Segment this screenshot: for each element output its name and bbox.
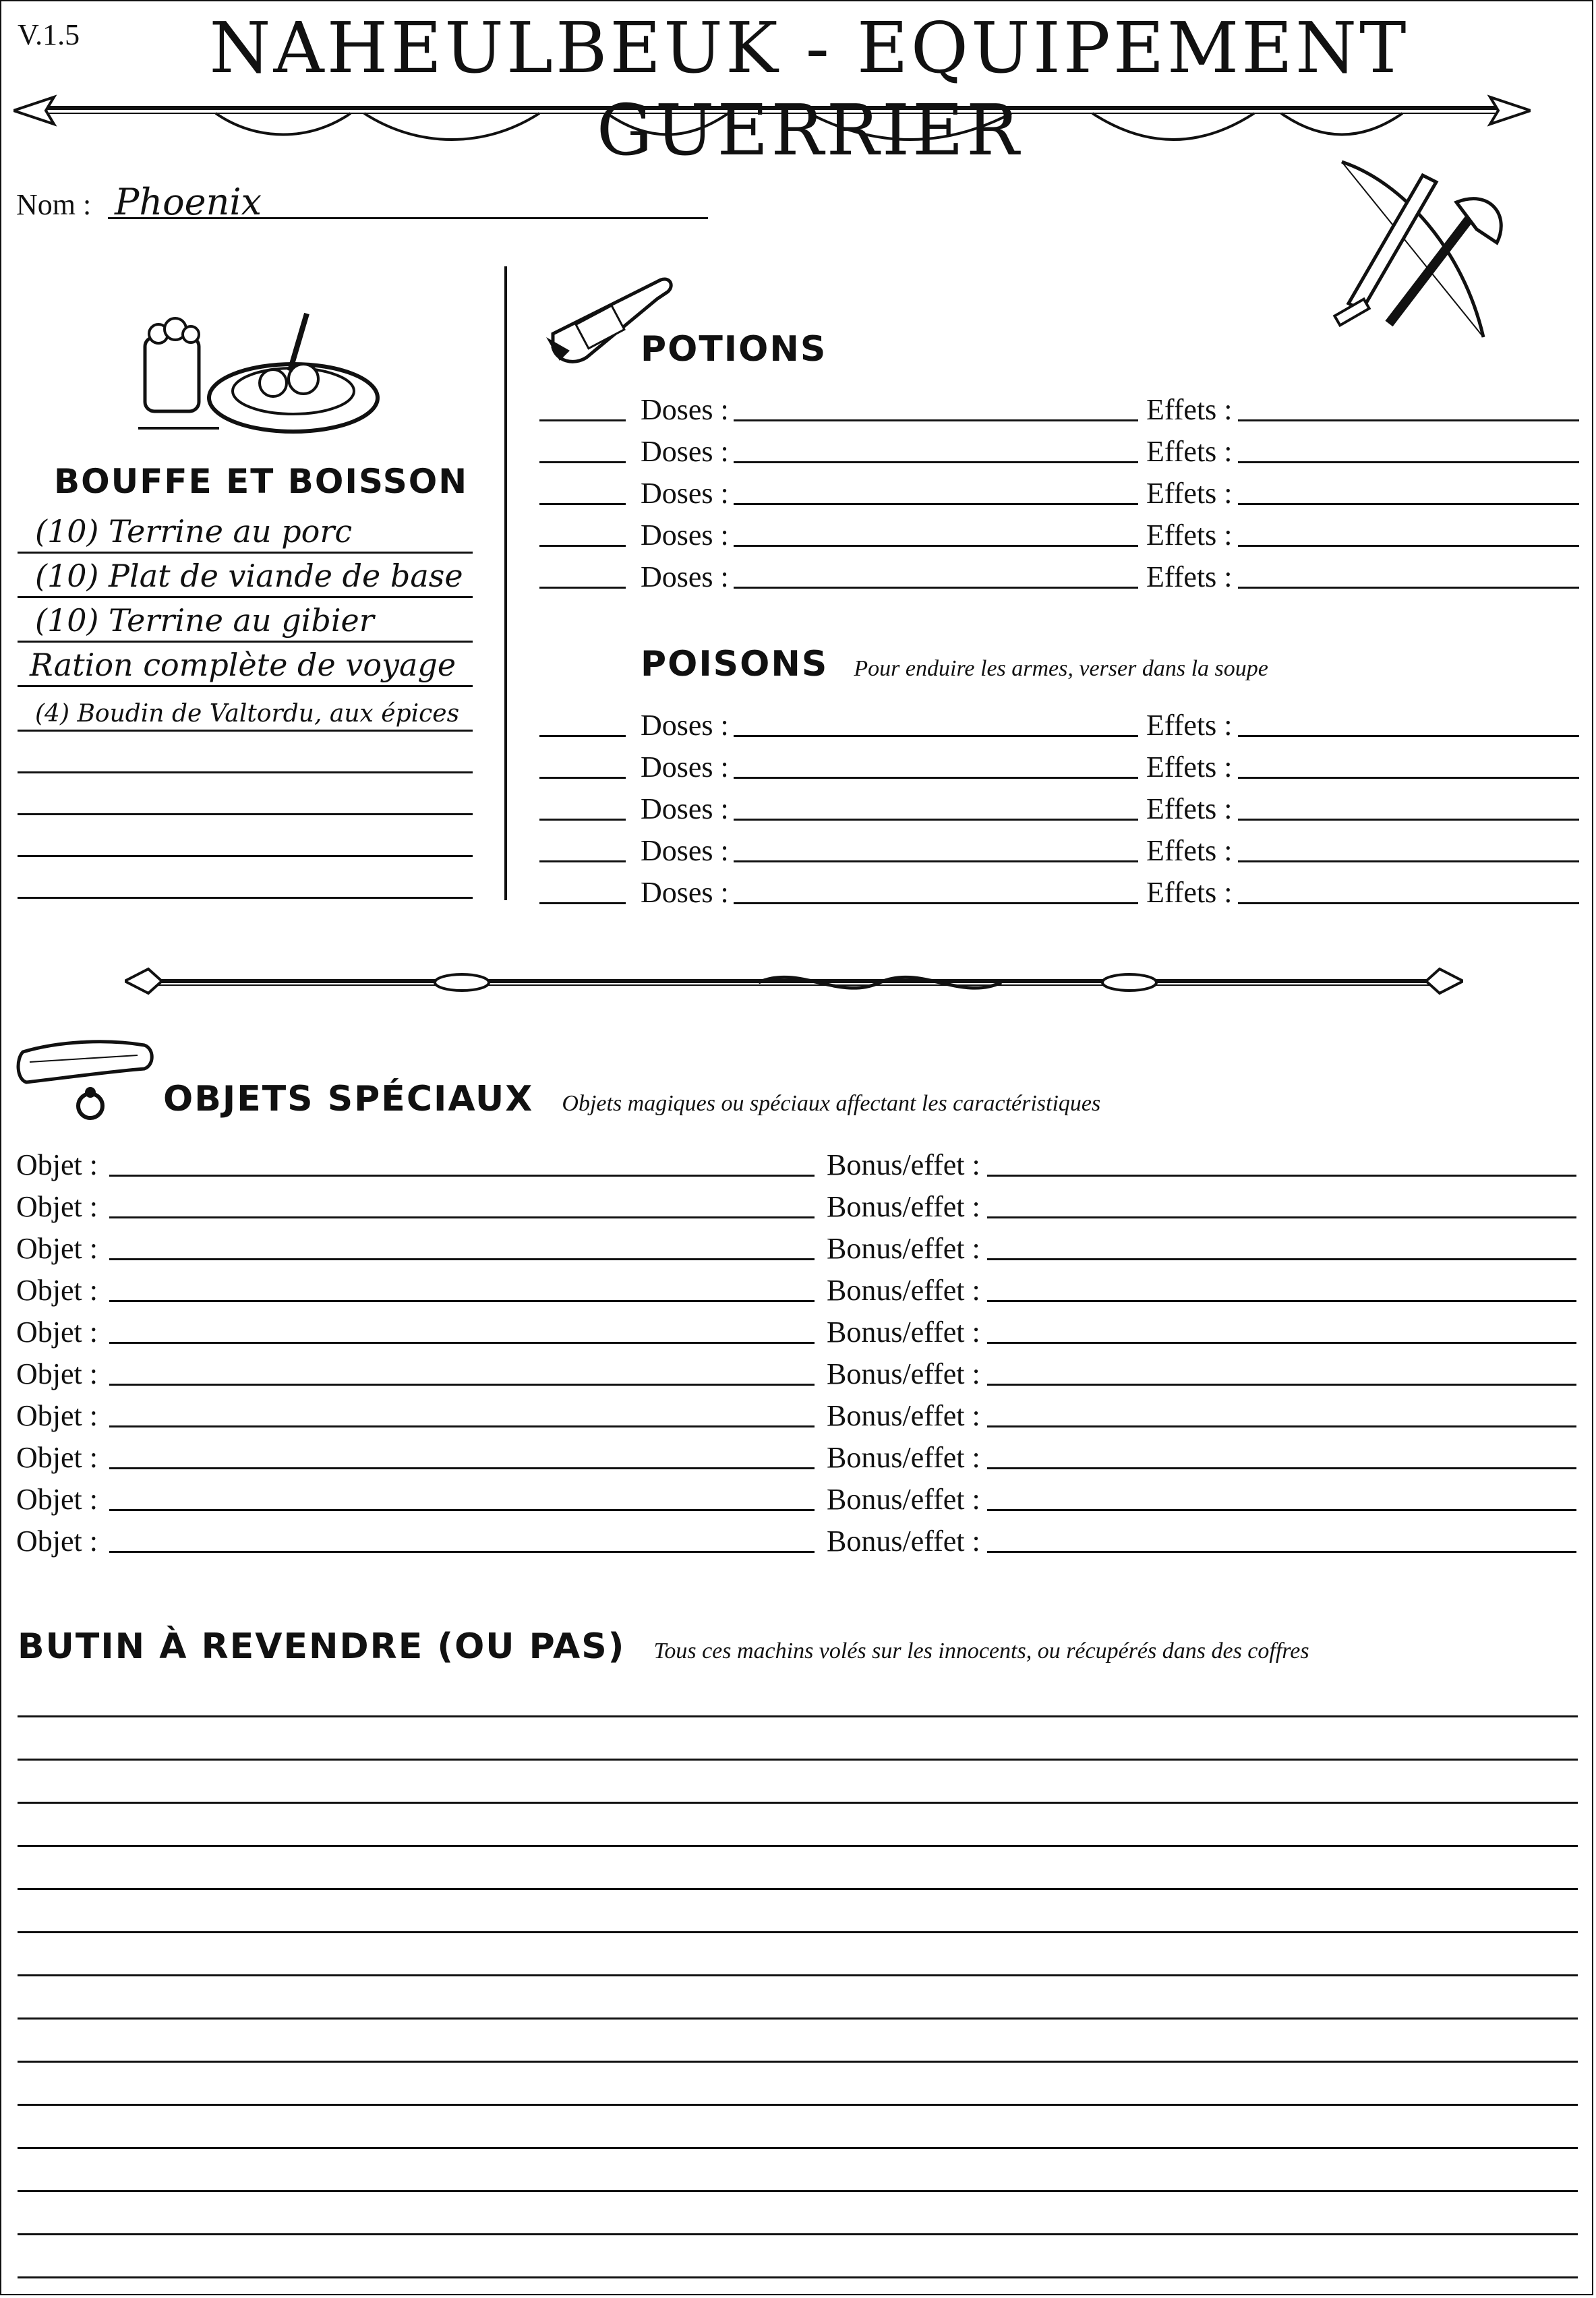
- column-divider: [504, 266, 507, 900]
- objet-label: Objet :: [16, 1190, 98, 1223]
- doses-line[interactable]: [734, 503, 1138, 505]
- objet-label: Objet :: [16, 1357, 98, 1390]
- bonus-label: Bonus/effet :: [827, 1190, 980, 1223]
- objet-line[interactable]: [109, 1175, 815, 1177]
- bonus-label: Bonus/effet :: [827, 1316, 980, 1349]
- doses-label: Doses :: [641, 792, 729, 825]
- potions-heading: POTIONS: [641, 329, 827, 370]
- doses-label: Doses :: [641, 834, 729, 867]
- food-line[interactable]: [18, 855, 473, 857]
- scroll-ring-icon: [16, 1032, 158, 1126]
- doses-label: Doses :: [641, 709, 729, 742]
- version-label: V.1.5: [18, 18, 80, 51]
- dose-count-line[interactable]: [539, 777, 626, 779]
- food-item[interactable]: (4) Boudin de Valtordu, aux épices: [35, 700, 460, 728]
- objet-label: Objet :: [16, 1274, 98, 1307]
- loot-heading: [18, 1626, 1309, 1667]
- crossed-weapons-icon: [1322, 155, 1524, 344]
- doses-line[interactable]: [734, 860, 1138, 862]
- doses-label: Doses :: [641, 876, 729, 909]
- bonus-line[interactable]: [987, 1509, 1576, 1511]
- doses-line[interactable]: [734, 902, 1138, 904]
- effets-label: Effets :: [1146, 393, 1233, 426]
- effets-label: Effets :: [1146, 560, 1233, 593]
- loot-line[interactable]: [18, 1759, 1578, 1761]
- doses-line[interactable]: [734, 545, 1138, 547]
- effets-line[interactable]: [1238, 545, 1579, 547]
- loot-line[interactable]: [18, 1888, 1578, 1890]
- bonus-line[interactable]: [987, 1300, 1576, 1302]
- objet-line[interactable]: [109, 1216, 815, 1218]
- objet-line[interactable]: [109, 1425, 815, 1427]
- poisons-title: POISONS: [641, 644, 829, 684]
- doses-label: Doses :: [641, 477, 729, 510]
- objet-line[interactable]: [109, 1509, 815, 1511]
- doses-label: Doses :: [641, 750, 729, 784]
- name-underline: [108, 217, 708, 219]
- doses-line[interactable]: [734, 419, 1138, 421]
- bonus-label: Bonus/effet :: [827, 1232, 980, 1265]
- food-line[interactable]: [18, 813, 473, 815]
- effets-label: Effets :: [1146, 435, 1233, 468]
- bonus-line[interactable]: [987, 1216, 1576, 1218]
- loot-title: BUTIN À REVENDRE (OU PAS): [18, 1626, 626, 1667]
- doses-label: Doses :: [641, 393, 729, 426]
- objet-label: Objet :: [16, 1316, 98, 1349]
- doses-line[interactable]: [734, 587, 1138, 589]
- bonus-label: Bonus/effet :: [827, 1441, 980, 1474]
- effets-line[interactable]: [1238, 860, 1579, 862]
- bonus-line[interactable]: [987, 1342, 1576, 1344]
- effets-line[interactable]: [1238, 902, 1579, 904]
- objet-line[interactable]: [109, 1551, 815, 1553]
- doses-line[interactable]: [734, 461, 1138, 463]
- food-heading: BOUFFE ET BOISSON: [54, 462, 469, 501]
- bonus-label: Bonus/effet :: [827, 1525, 980, 1558]
- food-line[interactable]: [18, 897, 473, 899]
- objet-label: Objet :: [16, 1441, 98, 1474]
- special-subtitle: Objets magiques ou spéciaux affectant les caractéristiques: [562, 1091, 1101, 1116]
- page-title: NAHEULBEUK - EQUIPEMENT GUERRIER: [209, 7, 1409, 171]
- bonus-label: Bonus/effet :: [827, 1148, 980, 1181]
- objet-label: Objet :: [16, 1483, 98, 1516]
- effets-label: Effets :: [1146, 477, 1233, 510]
- objet-line[interactable]: [109, 1342, 815, 1344]
- food-line: [18, 596, 473, 598]
- effets-line[interactable]: [1238, 819, 1579, 821]
- staff-divider-icon: [125, 961, 1463, 1001]
- food-item[interactable]: (10) Terrine au porc: [35, 513, 353, 550]
- objet-line[interactable]: [109, 1384, 815, 1386]
- effets-line[interactable]: [1238, 777, 1579, 779]
- loot-line[interactable]: [18, 2276, 1578, 2278]
- effets-label: Effets :: [1146, 834, 1233, 867]
- effets-line[interactable]: [1238, 735, 1579, 737]
- doses-label: Doses :: [641, 560, 729, 593]
- effets-line[interactable]: [1238, 503, 1579, 505]
- food-item[interactable]: (10) Plat de viande de base: [35, 558, 463, 594]
- loot-line[interactable]: [18, 2061, 1578, 2063]
- dose-count-line[interactable]: [539, 503, 626, 505]
- effets-line[interactable]: [1238, 419, 1579, 421]
- bonus-line[interactable]: [987, 1551, 1576, 1553]
- doses-line[interactable]: [734, 819, 1138, 821]
- loot-line[interactable]: [18, 2233, 1578, 2235]
- dose-count-line[interactable]: [539, 419, 626, 421]
- loot-line[interactable]: [18, 1845, 1578, 1847]
- objet-label: Objet :: [16, 1525, 98, 1558]
- name-label: Nom :: [16, 188, 92, 221]
- objet-label: Objet :: [16, 1148, 98, 1181]
- effets-line[interactable]: [1238, 461, 1579, 463]
- food-line: [18, 730, 473, 732]
- loot-line[interactable]: [18, 2017, 1578, 2020]
- name-value[interactable]: Phoenix: [115, 181, 262, 223]
- effets-label: Effets :: [1146, 876, 1233, 909]
- dose-count-line[interactable]: [539, 860, 626, 862]
- special-title: OBJETS SPÉCIAUX: [163, 1079, 534, 1119]
- food-line: [18, 552, 473, 554]
- objet-line[interactable]: [109, 1300, 815, 1302]
- doses-line[interactable]: [734, 777, 1138, 779]
- loot-line[interactable]: [18, 2104, 1578, 2106]
- objet-line[interactable]: [109, 1258, 815, 1260]
- bonus-label: Bonus/effet :: [827, 1399, 980, 1432]
- loot-subtitle: Tous ces machins volés sur les innocents, ou récupérés dans des coffres: [653, 1639, 1309, 1663]
- objet-line[interactable]: [109, 1467, 815, 1469]
- food-line[interactable]: [18, 771, 473, 773]
- effets-label: Effets :: [1146, 519, 1233, 552]
- doses-label: Doses :: [641, 435, 729, 468]
- loot-line[interactable]: [18, 2190, 1578, 2192]
- food-line: [18, 685, 473, 687]
- dose-count-line[interactable]: [539, 819, 626, 821]
- loot-line[interactable]: [18, 2147, 1578, 2149]
- bonus-line[interactable]: [987, 1467, 1576, 1469]
- effets-line[interactable]: [1238, 587, 1579, 589]
- doses-line[interactable]: [734, 735, 1138, 737]
- objet-label: Objet :: [16, 1232, 98, 1265]
- special-heading: [163, 1079, 1100, 1119]
- dose-count-line[interactable]: [539, 902, 626, 904]
- loot-line[interactable]: [18, 1802, 1578, 1804]
- loot-line[interactable]: [18, 1931, 1578, 1933]
- arrow-divider-icon: [13, 88, 1531, 142]
- bonus-label: Bonus/effet :: [827, 1274, 980, 1307]
- dose-count-line[interactable]: [539, 545, 626, 547]
- poisons-subtitle: Pour enduire les armes, verser dans la soupe: [854, 656, 1268, 681]
- food-plate-icon: [138, 303, 381, 438]
- loot-line[interactable]: [18, 1974, 1578, 1976]
- bonus-label: Bonus/effet :: [827, 1483, 980, 1516]
- dose-count-line[interactable]: [539, 587, 626, 589]
- food-item[interactable]: Ration complète de voyage: [30, 647, 456, 683]
- effets-label: Effets :: [1146, 709, 1233, 742]
- bonus-line[interactable]: [987, 1384, 1576, 1386]
- food-item[interactable]: (10) Terrine au gibier: [35, 602, 374, 639]
- bonus-line[interactable]: [987, 1425, 1576, 1427]
- dose-count-line[interactable]: [539, 461, 626, 463]
- poisons-heading: [641, 644, 1268, 684]
- food-line: [18, 641, 473, 643]
- bonus-line[interactable]: [987, 1258, 1576, 1260]
- loot-line[interactable]: [18, 1715, 1578, 1717]
- effets-label: Effets :: [1146, 792, 1233, 825]
- objet-label: Objet :: [16, 1399, 98, 1432]
- effets-label: Effets :: [1146, 750, 1233, 784]
- bonus-line[interactable]: [987, 1175, 1576, 1177]
- bonus-label: Bonus/effet :: [827, 1357, 980, 1390]
- dose-count-line[interactable]: [539, 735, 626, 737]
- doses-label: Doses :: [641, 519, 729, 552]
